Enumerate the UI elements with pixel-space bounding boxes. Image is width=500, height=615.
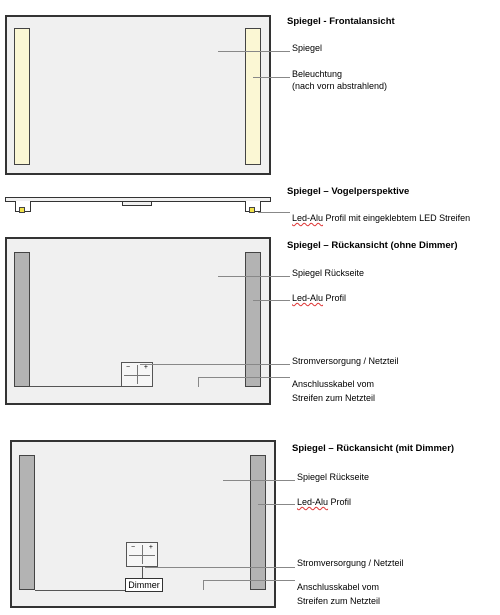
alu-profile-right: [245, 252, 261, 387]
cable-leader-vertical: [198, 377, 199, 387]
power-label: Stromversorgung / Netzteil: [292, 356, 399, 366]
power-dimmer-label: Stromversorgung / Netzteil: [297, 558, 404, 568]
profile-leader-line: [253, 300, 290, 301]
cable-dimmer-label-line2: Streifen zum Netzteil: [297, 596, 381, 606]
led-dot-left: [19, 207, 25, 213]
alu-profile-right-dimmer: [250, 455, 266, 590]
back-view-heading: Spiegel – Rückansicht (ohne Dimmer): [287, 240, 458, 251]
dimmer-wire: [35, 590, 125, 591]
back-dimmer-leader-line: [223, 480, 295, 481]
back-view-dimmer-heading: Spiegel – Rückansicht (mit Dimmer): [292, 443, 455, 454]
power-dimmer-leader-line: [145, 567, 295, 568]
lighting-label: Beleuchtung: [292, 69, 343, 79]
front-view-heading: Spiegel - Frontalansicht: [287, 16, 395, 27]
top-profile-leader-line: [258, 212, 290, 213]
power-supply: [121, 362, 153, 387]
lighting-label-note: (nach vorn abstrahlend): [292, 81, 388, 91]
psu-plus-symbol-dimmer: +: [148, 544, 153, 551]
cable-leader-line: [198, 377, 290, 378]
mirror-leader-line: [218, 51, 290, 52]
alu-profile-left: [14, 252, 30, 387]
cable-label-line2: Streifen zum Netzteil: [292, 393, 376, 403]
power-supply-dimmer: [126, 542, 158, 567]
back-label: Spiegel Rückseite: [292, 268, 365, 278]
led-dot-right: [249, 207, 255, 213]
cable-label: Anschlusskabel vom: [292, 379, 375, 389]
psu-minus-symbol: −: [126, 364, 131, 371]
back-dimmer-label: Spiegel Rückseite: [297, 472, 370, 482]
psu-terminal-divider-horizontal-dimmer: [129, 555, 155, 556]
power-leader-line: [140, 364, 290, 365]
top-view-heading: Spiegel – Vogelperspektive: [287, 186, 410, 197]
back-leader-line: [218, 276, 290, 277]
psu-plus-symbol: +: [143, 364, 148, 371]
cable-dimmer-leader-line: [203, 580, 295, 581]
lighting-leader-line: [253, 77, 290, 78]
cable-dimmer-leader-vertical: [203, 580, 204, 590]
cable-dimmer-label: Anschlusskabel vom: [297, 582, 380, 592]
psu-to-dimmer-wire: [142, 567, 143, 578]
mirror-front-panel: [5, 15, 271, 175]
psu-terminal-divider-horizontal: [124, 375, 150, 376]
alu-profile-left-dimmer: [19, 455, 35, 590]
led-strip-left: [14, 28, 30, 165]
dimmer-box: Dimmer: [125, 578, 163, 592]
top-profile-label: Led-Alu Profil mit eingeklebtem LED Streifen: [292, 213, 471, 223]
led-strip-right: [245, 28, 261, 165]
profile-dimmer-label: Led-Alu Profil: [297, 497, 352, 507]
mirror-label: Spiegel: [292, 43, 323, 53]
psu-minus-symbol-dimmer: −: [131, 544, 136, 551]
profile-dimmer-leader-line: [258, 504, 295, 505]
psu-wire: [30, 386, 121, 387]
profile-label: Led-Alu Profil: [292, 293, 347, 303]
power-supply-top: [122, 201, 152, 206]
